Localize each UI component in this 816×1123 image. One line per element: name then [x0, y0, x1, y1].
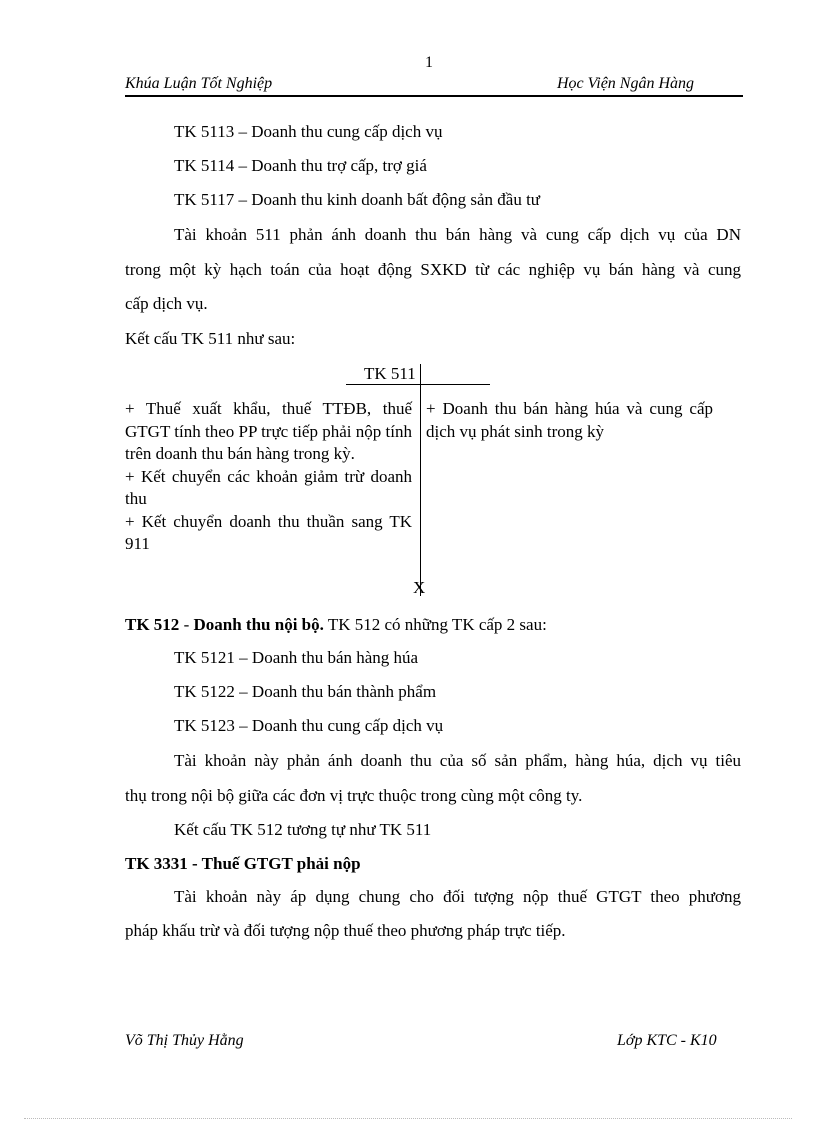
tk512-structure: Kết cấu TK 512 tương tự như TK 511 — [174, 820, 432, 839]
footer-class: Lớp KTC - K10 — [617, 1032, 717, 1049]
page-number: 1 — [425, 54, 433, 71]
para-511-line2: trong một kỳ hạch toán của hoạt động SXKD từ các nghiệp vụ bán hàng và cung — [125, 260, 741, 279]
credit-entry: + Doanh thu bán hàng húa và cung cấp dịch vụ phát sinh trong kỳ — [426, 399, 713, 441]
header-divider — [125, 95, 743, 97]
sub-account-5117: TK 5117 – Doanh thu kinh doanh bất động sản đầu tư — [174, 190, 541, 209]
header-institution: Học Viện Ngân Hàng — [557, 75, 695, 92]
tk3331-heading: TK 3331 - Thuế GTGT phải nộp — [125, 854, 361, 873]
para-511-line1: Tài khoản 511 phản ánh doanh thu bán hàng và cung cấp dịch vụ của DN — [174, 225, 741, 244]
t-account-divider — [420, 364, 421, 596]
sub-account-5122: TK 5122 – Doanh thu bán thành phẩm — [174, 682, 437, 701]
header-thesis-title: Khúa Luận Tốt Nghiệp — [125, 75, 273, 92]
debit-entry: + Kết chuyển các khoản giảm trừ doanh thu — [125, 466, 412, 508]
t-account-title: TK 511 — [364, 364, 416, 383]
tk512-heading — [125, 615, 547, 635]
tk512-para-line2: thụ trong nội bộ giữa các đơn vị trực thuộc trong cùng một công ty. — [125, 786, 583, 805]
tk3331-para-line2: pháp khấu trừ và đối tượng nộp thuế theo phương pháp trực tiếp. — [125, 921, 566, 940]
structure-511-label: Kết cấu TK 511 như sau: — [125, 329, 296, 348]
tk3331-para-line1: Tài khoản này áp dụng chung cho đối tượng nộp thuế GTGT theo phương — [174, 887, 741, 906]
page-bottom-rule — [24, 1118, 792, 1119]
t-account-end-mark: X — [413, 578, 426, 597]
tk512-intro: TK 512 có những TK cấp 2 sau: — [323, 615, 547, 634]
sub-account-5113: TK 5113 – Doanh thu cung cấp dịch vụ — [174, 122, 443, 141]
sub-account-5114: TK 5114 – Doanh thu trợ cấp, trợ giá — [174, 156, 427, 175]
sub-account-5123: TK 5123 – Doanh thu cung cấp dịch vụ — [174, 716, 444, 735]
para-511-line3: cấp dịch vụ. — [125, 294, 208, 313]
t-account-top-rule — [346, 384, 490, 385]
tk512-sep: - — [179, 615, 194, 634]
t-account-debit-side — [125, 398, 412, 556]
debit-entry: + Kết chuyển doanh thu thuần sang TK 911 — [125, 511, 412, 553]
debit-entry: + Thuế xuất khẩu, thuế TTĐB, thuế GTGT tính theo PP trực tiếp phải nộp tính trên doanh thu bán hàng trong kỳ. — [125, 399, 412, 463]
footer-author: Võ Thị Thủy Hằng — [125, 1032, 244, 1049]
sub-account-5121: TK 5121 – Doanh thu bán hàng húa — [174, 648, 419, 667]
tk512-para-line1: Tài khoản này phản ánh doanh thu của số sản phẩm, hàng húa, dịch vụ tiêu — [174, 751, 741, 770]
t-account-credit-side — [426, 398, 713, 443]
tk512-code: TK 512 — [125, 615, 180, 634]
tk512-name: Doanh thu nội bộ. — [193, 615, 324, 634]
